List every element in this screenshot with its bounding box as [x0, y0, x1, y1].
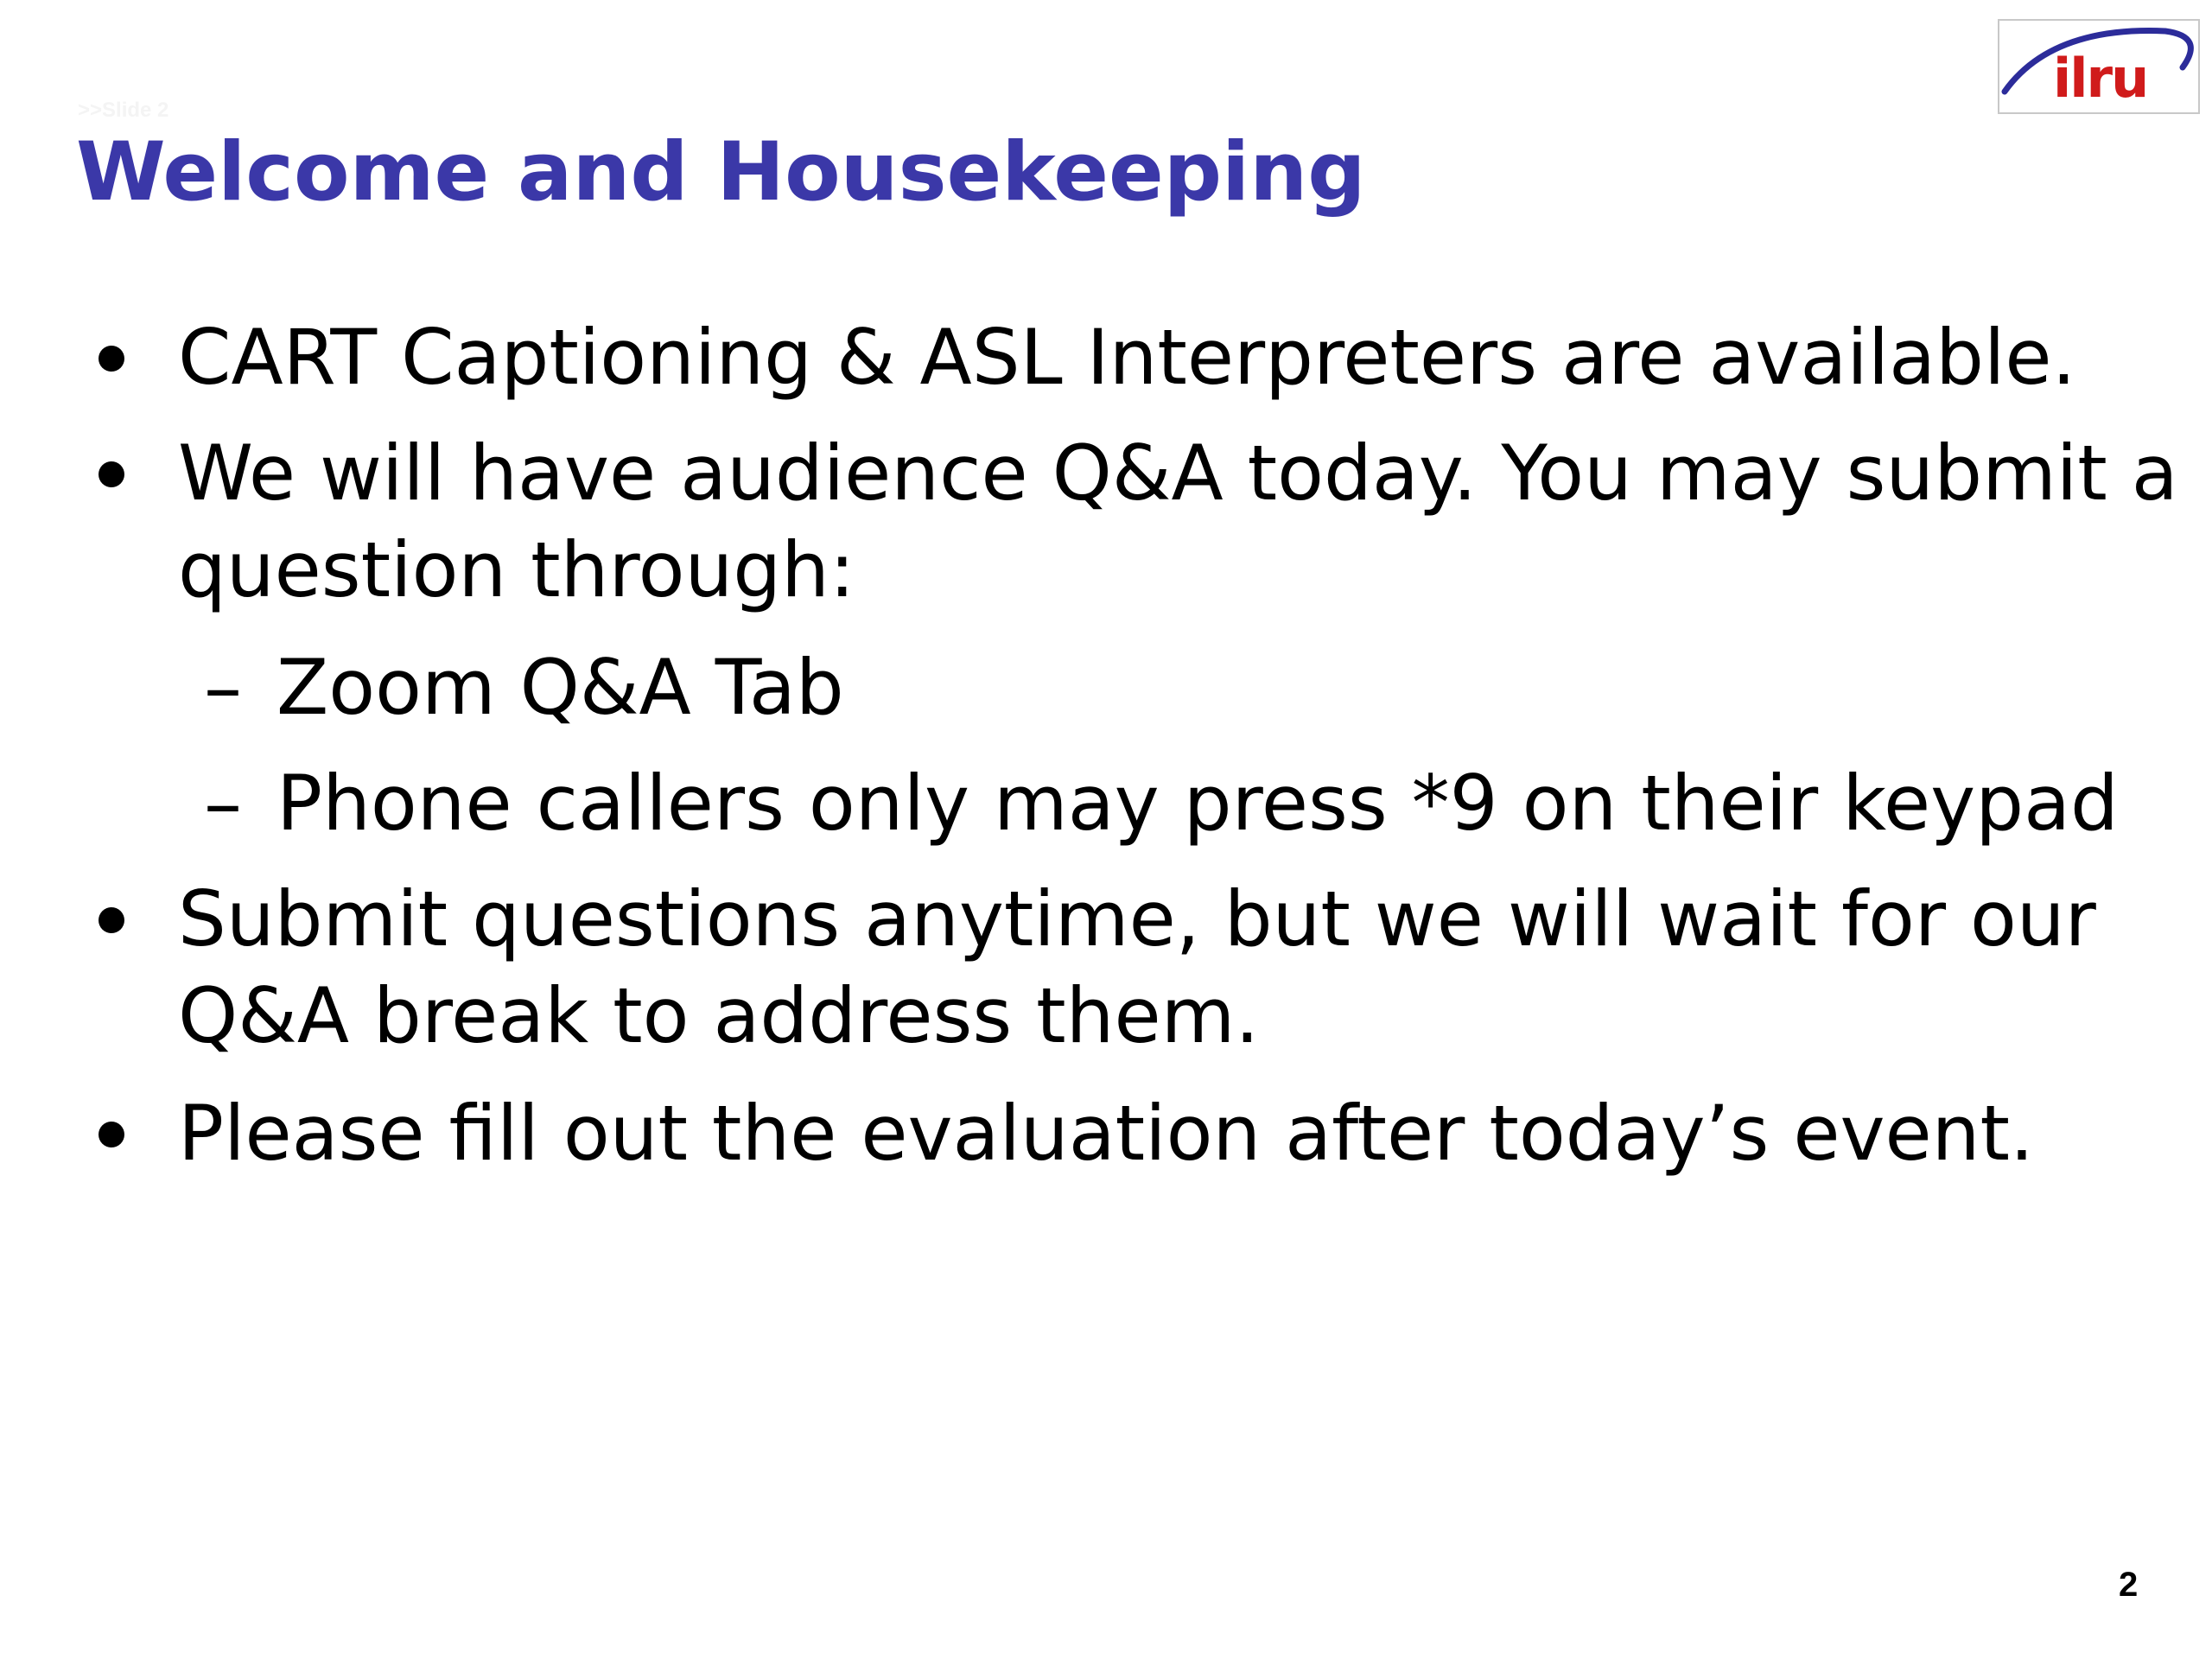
dash-icon: – — [204, 759, 242, 848]
logo-text: ilru — [2053, 47, 2148, 110]
bullet-dot-icon — [99, 346, 124, 372]
bullet-item-evaluation: Please fill out the evaluation after today’s event. — [178, 1089, 2034, 1178]
bullet-item-submit-line2: Q&A break to address them. — [178, 971, 1260, 1060]
bullet-item-qa-line1: We will have audience Q&A today. You may submit a — [178, 429, 2178, 518]
page-number: 2 — [2119, 1566, 2139, 1604]
sub-item-zoom-qa-tab: Zoom Q&A Tab — [276, 643, 844, 732]
slide-marker: >>Slide 2 — [78, 99, 169, 122]
slide-title: Welcome and Housekeeping — [76, 125, 1366, 219]
sub-item-phone-callers: Phone callers only may press *9 on their keypad — [276, 759, 2119, 848]
bullet-dot-icon — [99, 907, 124, 933]
bullet-dot-icon — [99, 461, 124, 487]
bullet-item-captioning: CART Captioning & ASL Interpreters are available. — [178, 313, 2076, 402]
bullet-dot-icon — [99, 1122, 124, 1147]
bullet-item-submit-line1: Submit questions anytime, but we will wait for our — [178, 874, 2096, 963]
bullet-item-qa-line2: question through: — [178, 525, 855, 614]
dash-icon: – — [204, 643, 242, 732]
